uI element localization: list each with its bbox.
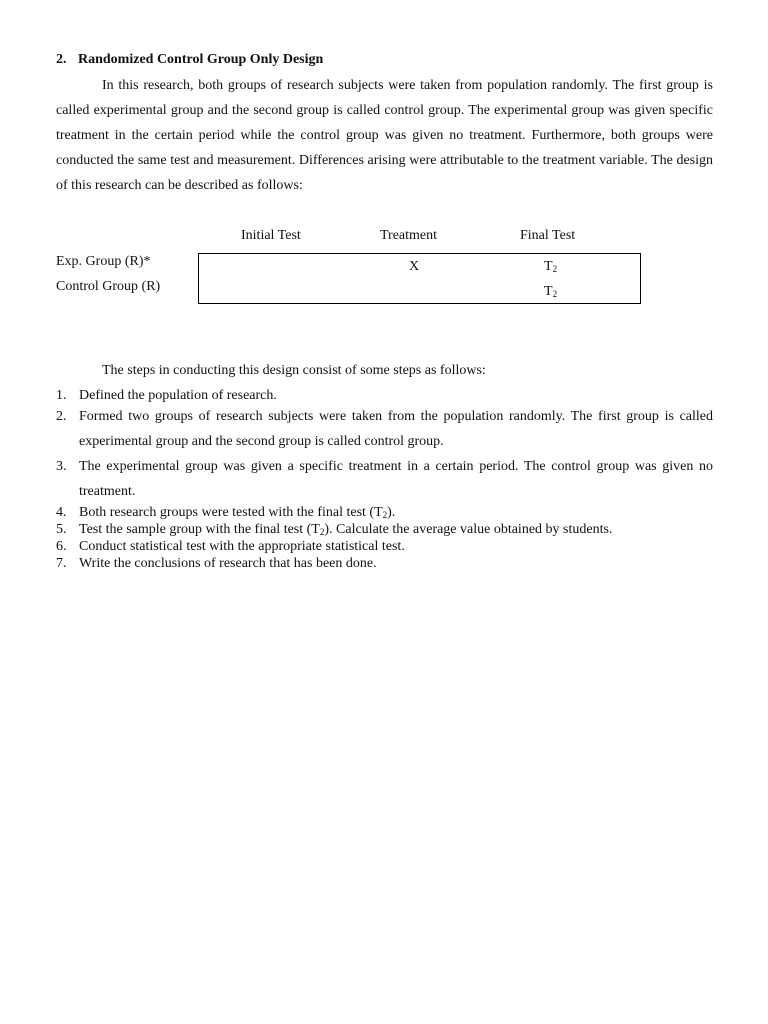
column-header-treatment: Treatment [380, 228, 438, 243]
row-label-control-group: Control Group (R) [56, 279, 161, 294]
cell-exp-final-test: $T_2$ [544, 259, 558, 274]
steps-list [56, 387, 713, 572]
list-item: 7. Write the conclusions of research that has been done. [56, 556, 377, 571]
list-item: 2. Formed two groups of research subjects were taken from the population randomly. The first group is called experimental group and the second group is called control group. [56, 409, 713, 449]
design-table-box [198, 253, 641, 304]
section-heading [56, 52, 323, 68]
list-item: 4. Both research groups were tested with the final test $(T_2)$. [56, 505, 396, 520]
list-item: 3. The experimental group was given a specific treatment in a certain period. The control group was given no treatment. [56, 459, 713, 499]
section-number: 2. [56, 52, 67, 67]
row-label-experimental-group: Exp. Group (R)* [56, 254, 151, 269]
list-item: 1. Defined the population of research. [56, 388, 277, 403]
list-item: 6. Conduct statistical test with the appropriate statistical test. [56, 539, 405, 554]
column-header-final-test: Final Test [520, 228, 576, 243]
steps-intro: The steps in conducting this design consist of some steps as follows: [102, 363, 486, 378]
list-item: 5. Test the sample group with the final test $(T_2)$. Calculate the average value obtained by students. [56, 522, 613, 537]
cell-control-final-test: $T_2$ [544, 284, 558, 299]
column-header-initial-test: Initial Test [241, 228, 301, 243]
section-title: Randomized Control Group Only Design [78, 52, 324, 67]
cell-exp-treatment: X [409, 259, 420, 274]
intro-paragraph: In this research, both groups of research subjects were taken from population randomly. The first group is called experimental group and the second group is called control group. The experimental group was given specific treatment in the certain period while the control group was given no treatment. Furthermore, both groups were conducted the same test and measurement. Differences arising were attributable to the treatment variable. The design of this research can be described as follows: [56, 78, 713, 193]
